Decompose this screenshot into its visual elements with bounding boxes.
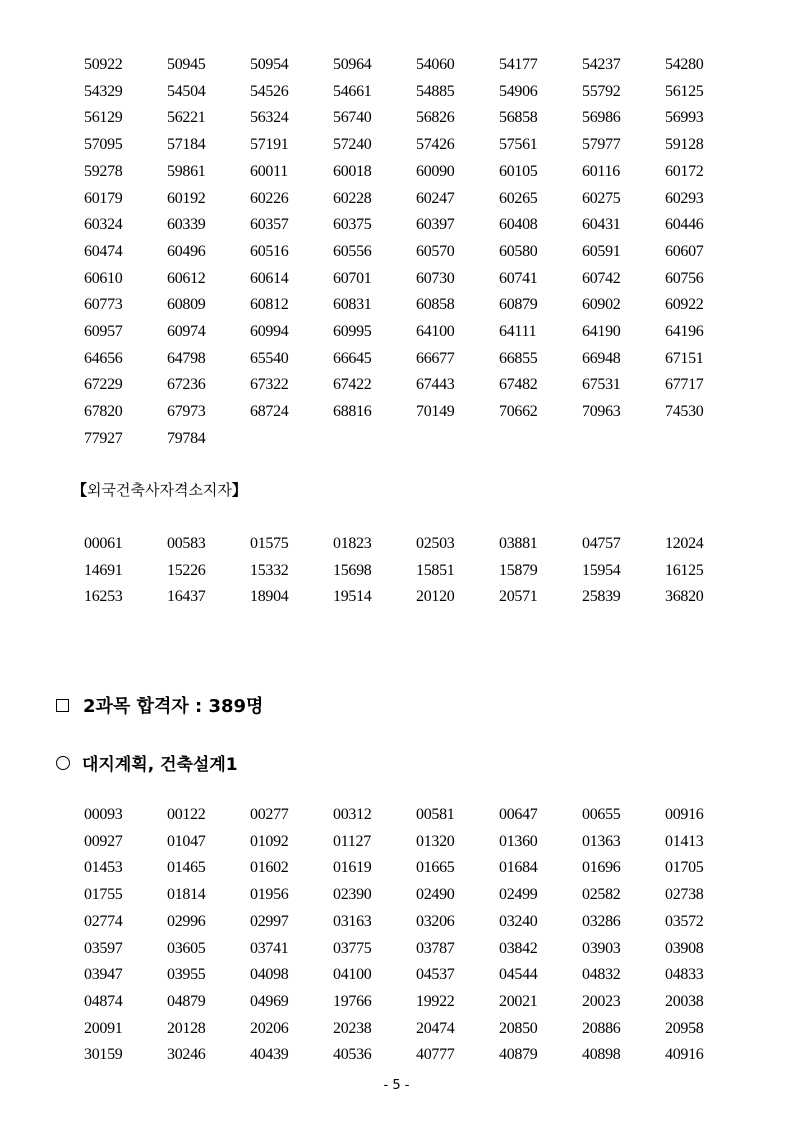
number-item: 02996 bbox=[167, 912, 206, 930]
number-item: 01665 bbox=[416, 859, 455, 877]
number-item: 67322 bbox=[250, 376, 289, 394]
number-item: 01360 bbox=[499, 832, 538, 850]
top-number-list bbox=[84, 52, 744, 453]
number-item: 01465 bbox=[167, 859, 206, 877]
number-item: 01823 bbox=[333, 535, 372, 552]
number-item: 02503 bbox=[416, 535, 455, 552]
number-item: 57561 bbox=[499, 136, 538, 154]
number-item: 20038 bbox=[665, 992, 704, 1010]
number-item: 60357 bbox=[250, 216, 289, 234]
number-item: 60879 bbox=[499, 296, 538, 314]
number-item: 60265 bbox=[499, 189, 538, 207]
number-item: 60397 bbox=[416, 216, 455, 234]
number-item: 57240 bbox=[333, 136, 372, 154]
number-item: 64656 bbox=[84, 349, 123, 367]
number-item: 60090 bbox=[416, 162, 455, 180]
number-item: 40898 bbox=[582, 1046, 621, 1064]
number-item: 01696 bbox=[582, 859, 621, 877]
number-item: 55792 bbox=[582, 82, 621, 100]
number-item: 02582 bbox=[582, 886, 621, 904]
number-item: 02390 bbox=[333, 886, 372, 904]
number-item: 01092 bbox=[250, 832, 289, 850]
section-heading-text: 2과목 합격자 : 389명 bbox=[83, 696, 264, 717]
number-item: 15954 bbox=[582, 561, 621, 579]
number-item: 54661 bbox=[333, 82, 372, 100]
number-item: 15879 bbox=[499, 561, 538, 579]
number-item: 67422 bbox=[333, 376, 372, 394]
number-item: 03741 bbox=[250, 939, 289, 957]
number-item: 30159 bbox=[84, 1046, 123, 1064]
number-item: 67717 bbox=[665, 376, 704, 394]
number-item: 64100 bbox=[416, 323, 455, 341]
number-item: 12024 bbox=[665, 535, 704, 552]
number-item: 03947 bbox=[84, 966, 123, 984]
number-item: 60339 bbox=[167, 216, 206, 234]
number-item: 40916 bbox=[665, 1046, 704, 1064]
number-item: 03775 bbox=[333, 939, 372, 957]
number-item: 65540 bbox=[250, 349, 289, 367]
number-item: 57095 bbox=[84, 136, 123, 154]
number-item: 54885 bbox=[416, 82, 455, 100]
number-item: 02490 bbox=[416, 886, 455, 904]
number-item: 03903 bbox=[582, 939, 621, 957]
number-item: 56740 bbox=[333, 109, 372, 127]
page-number: - 5 - bbox=[383, 1078, 410, 1093]
number-item: 60247 bbox=[416, 189, 455, 207]
number-item: 04544 bbox=[499, 966, 538, 984]
number-item: 66948 bbox=[582, 349, 621, 367]
number-item: 60226 bbox=[250, 189, 289, 207]
number-item: 00647 bbox=[499, 806, 538, 823]
number-item: 01755 bbox=[84, 886, 123, 904]
number-item: 60756 bbox=[665, 269, 704, 287]
number-item: 60375 bbox=[333, 216, 372, 234]
number-item: 60974 bbox=[167, 323, 206, 341]
number-item: 56986 bbox=[582, 109, 621, 127]
number-item: 01047 bbox=[167, 832, 206, 850]
number-item: 15698 bbox=[333, 561, 372, 579]
number-item: 60018 bbox=[333, 162, 372, 180]
number-item: 19766 bbox=[333, 992, 372, 1010]
number-item: 20238 bbox=[333, 1019, 372, 1037]
number-item: 67820 bbox=[84, 403, 123, 421]
number-item: 67229 bbox=[84, 376, 123, 394]
number-item: 20023 bbox=[582, 992, 621, 1010]
number-item: 01814 bbox=[167, 886, 206, 904]
number-item: 60516 bbox=[250, 242, 289, 260]
number-item: 03163 bbox=[333, 912, 372, 930]
number-item: 04833 bbox=[665, 966, 704, 984]
number-item: 40777 bbox=[416, 1046, 455, 1064]
number-item: 54280 bbox=[665, 56, 704, 73]
number-item: 56826 bbox=[416, 109, 455, 127]
number-item: 60612 bbox=[167, 269, 206, 287]
number-item: 60858 bbox=[416, 296, 455, 314]
number-item: 60902 bbox=[582, 296, 621, 314]
number-item: 02997 bbox=[250, 912, 289, 930]
number-item: 60496 bbox=[167, 242, 206, 260]
number-item: 74530 bbox=[665, 403, 704, 421]
number-item: 20850 bbox=[499, 1019, 538, 1037]
number-item: 16437 bbox=[167, 588, 206, 606]
number-item: 68724 bbox=[250, 403, 289, 421]
number-item: 54237 bbox=[582, 56, 621, 73]
number-item: 25839 bbox=[582, 588, 621, 606]
number-item: 20571 bbox=[499, 588, 538, 606]
number-item: 60179 bbox=[84, 189, 123, 207]
number-item: 60809 bbox=[167, 296, 206, 314]
number-item: 60011 bbox=[250, 162, 288, 180]
foreign-license-label: 【외국건축사자격소지자】 bbox=[72, 481, 247, 499]
number-item: 20206 bbox=[250, 1019, 289, 1037]
number-item: 04100 bbox=[333, 966, 372, 984]
number-item: 20886 bbox=[582, 1019, 621, 1037]
number-item: 01413 bbox=[665, 832, 704, 850]
number-item: 54060 bbox=[416, 56, 455, 73]
number-item: 16125 bbox=[665, 561, 704, 579]
number-item: 67482 bbox=[499, 376, 538, 394]
number-item: 60831 bbox=[333, 296, 372, 314]
number-item: 64111 bbox=[499, 323, 537, 341]
number-item: 60610 bbox=[84, 269, 123, 287]
number-item: 54177 bbox=[499, 56, 538, 73]
number-item: 40536 bbox=[333, 1046, 372, 1064]
number-item: 59278 bbox=[84, 162, 123, 180]
number-item: 60431 bbox=[582, 216, 621, 234]
number-item: 60701 bbox=[333, 269, 372, 287]
number-item: 60580 bbox=[499, 242, 538, 260]
number-item: 60730 bbox=[416, 269, 455, 287]
number-item: 60192 bbox=[167, 189, 206, 207]
number-item: 04969 bbox=[250, 992, 289, 1010]
number-item: 60446 bbox=[665, 216, 704, 234]
number-item: 01602 bbox=[250, 859, 289, 877]
number-item: 00927 bbox=[84, 832, 123, 850]
number-item: 02499 bbox=[499, 886, 538, 904]
subsection-heading bbox=[56, 750, 238, 775]
number-item: 20958 bbox=[665, 1019, 704, 1037]
number-item: 01363 bbox=[582, 832, 621, 850]
number-item: 54329 bbox=[84, 82, 123, 100]
number-item: 60607 bbox=[665, 242, 704, 260]
number-item: 00583 bbox=[167, 535, 206, 552]
number-item: 50954 bbox=[250, 56, 289, 73]
number-item: 64798 bbox=[167, 349, 206, 367]
number-item: 00916 bbox=[665, 806, 704, 823]
number-item: 14691 bbox=[84, 561, 123, 579]
number-item: 50922 bbox=[84, 56, 123, 73]
number-item: 59861 bbox=[167, 162, 206, 180]
number-item: 60293 bbox=[665, 189, 704, 207]
number-item: 40879 bbox=[499, 1046, 538, 1064]
number-item: 16253 bbox=[84, 588, 123, 606]
number-item: 50964 bbox=[333, 56, 372, 73]
number-item: 67151 bbox=[665, 349, 704, 367]
number-item: 66645 bbox=[333, 349, 372, 367]
number-item: 20091 bbox=[84, 1019, 123, 1037]
number-item: 04832 bbox=[582, 966, 621, 984]
number-item: 57184 bbox=[167, 136, 206, 154]
number-item: 60570 bbox=[416, 242, 455, 260]
number-item: 57426 bbox=[416, 136, 455, 154]
subsection-heading-text: 대지계획, 건축설계1 bbox=[82, 755, 238, 775]
number-item: 03206 bbox=[416, 912, 455, 930]
number-item: 00581 bbox=[416, 806, 455, 823]
number-item: 03908 bbox=[665, 939, 704, 957]
number-item: 15851 bbox=[416, 561, 455, 579]
number-item: 60957 bbox=[84, 323, 123, 341]
number-item: 20021 bbox=[499, 992, 538, 1010]
number-item: 03240 bbox=[499, 912, 538, 930]
number-item: 77927 bbox=[84, 429, 123, 447]
number-item: 67236 bbox=[167, 376, 206, 394]
number-item: 01320 bbox=[416, 832, 455, 850]
number-item: 60172 bbox=[665, 162, 704, 180]
number-item: 02774 bbox=[84, 912, 123, 930]
number-item: 01453 bbox=[84, 859, 123, 877]
number-item: 36820 bbox=[665, 588, 704, 606]
number-item: 18904 bbox=[250, 588, 289, 606]
number-item: 15226 bbox=[167, 561, 206, 579]
number-item: 60995 bbox=[333, 323, 372, 341]
number-item: 02738 bbox=[665, 886, 704, 904]
number-item: 67531 bbox=[582, 376, 621, 394]
number-item: 60994 bbox=[250, 323, 289, 341]
number-item: 20128 bbox=[167, 1019, 206, 1037]
number-item: 56993 bbox=[665, 109, 704, 127]
number-item: 60742 bbox=[582, 269, 621, 287]
number-item: 67973 bbox=[167, 403, 206, 421]
number-item: 60773 bbox=[84, 296, 123, 314]
number-item: 60228 bbox=[333, 189, 372, 207]
number-item: 20474 bbox=[416, 1019, 455, 1037]
foreign-number-list bbox=[84, 531, 744, 611]
number-item: 00093 bbox=[84, 806, 123, 823]
number-item: 20120 bbox=[416, 588, 455, 606]
number-item: 60812 bbox=[250, 296, 289, 314]
number-item: 60556 bbox=[333, 242, 372, 260]
number-item: 19922 bbox=[416, 992, 455, 1010]
number-item: 03881 bbox=[499, 535, 538, 552]
number-item: 60614 bbox=[250, 269, 289, 287]
number-item: 03842 bbox=[499, 939, 538, 957]
number-item: 01684 bbox=[499, 859, 538, 877]
number-item: 01705 bbox=[665, 859, 704, 877]
number-item: 56324 bbox=[250, 109, 289, 127]
number-item: 01575 bbox=[250, 535, 289, 552]
number-item: 70149 bbox=[416, 403, 455, 421]
number-item: 15332 bbox=[250, 561, 289, 579]
number-item: 03572 bbox=[665, 912, 704, 930]
number-item: 19514 bbox=[333, 588, 372, 606]
number-item: 40439 bbox=[250, 1046, 289, 1064]
number-item: 60105 bbox=[499, 162, 538, 180]
number-item: 60474 bbox=[84, 242, 123, 260]
number-item: 00312 bbox=[333, 806, 372, 823]
number-item: 04874 bbox=[84, 992, 123, 1010]
number-item: 01127 bbox=[333, 832, 371, 850]
number-item: 54906 bbox=[499, 82, 538, 100]
number-item: 60275 bbox=[582, 189, 621, 207]
number-item: 66855 bbox=[499, 349, 538, 367]
number-item: 54526 bbox=[250, 82, 289, 100]
number-item: 64196 bbox=[665, 323, 704, 341]
number-item: 01956 bbox=[250, 886, 289, 904]
number-item: 59128 bbox=[665, 136, 704, 154]
number-item: 60922 bbox=[665, 296, 704, 314]
number-item: 66677 bbox=[416, 349, 455, 367]
number-item: 04757 bbox=[582, 535, 621, 552]
number-item: 60591 bbox=[582, 242, 621, 260]
number-item: 79784 bbox=[167, 429, 206, 447]
number-item: 04879 bbox=[167, 992, 206, 1010]
number-item: 03605 bbox=[167, 939, 206, 957]
number-item: 60408 bbox=[499, 216, 538, 234]
number-item: 56858 bbox=[499, 109, 538, 127]
number-item: 04098 bbox=[250, 966, 289, 984]
number-item: 03787 bbox=[416, 939, 455, 957]
number-item: 54504 bbox=[167, 82, 206, 100]
number-item: 57977 bbox=[582, 136, 621, 154]
number-item: 60324 bbox=[84, 216, 123, 234]
number-item: 70662 bbox=[499, 403, 538, 421]
number-item: 64190 bbox=[582, 323, 621, 341]
number-item: 60741 bbox=[499, 269, 538, 287]
number-item: 00122 bbox=[167, 806, 206, 823]
number-item: 68816 bbox=[333, 403, 372, 421]
subject-number-list bbox=[84, 802, 744, 1069]
number-item: 00655 bbox=[582, 806, 621, 823]
number-item: 70963 bbox=[582, 403, 621, 421]
section-heading bbox=[56, 692, 263, 718]
number-item: 04537 bbox=[416, 966, 455, 984]
number-item: 30246 bbox=[167, 1046, 206, 1064]
number-item: 57191 bbox=[250, 136, 289, 154]
circle-bullet-icon bbox=[56, 756, 70, 770]
number-item: 56125 bbox=[665, 82, 704, 100]
number-item: 00061 bbox=[84, 535, 123, 552]
number-item: 03955 bbox=[167, 966, 206, 984]
number-item: 56221 bbox=[167, 109, 206, 127]
number-item: 03286 bbox=[582, 912, 621, 930]
number-item: 60116 bbox=[582, 162, 620, 180]
number-item: 03597 bbox=[84, 939, 123, 957]
number-item: 50945 bbox=[167, 56, 206, 73]
number-item: 67443 bbox=[416, 376, 455, 394]
number-item: 00277 bbox=[250, 806, 289, 823]
number-item: 01619 bbox=[333, 859, 372, 877]
square-bullet-icon bbox=[56, 699, 69, 712]
number-item: 56129 bbox=[84, 109, 123, 127]
